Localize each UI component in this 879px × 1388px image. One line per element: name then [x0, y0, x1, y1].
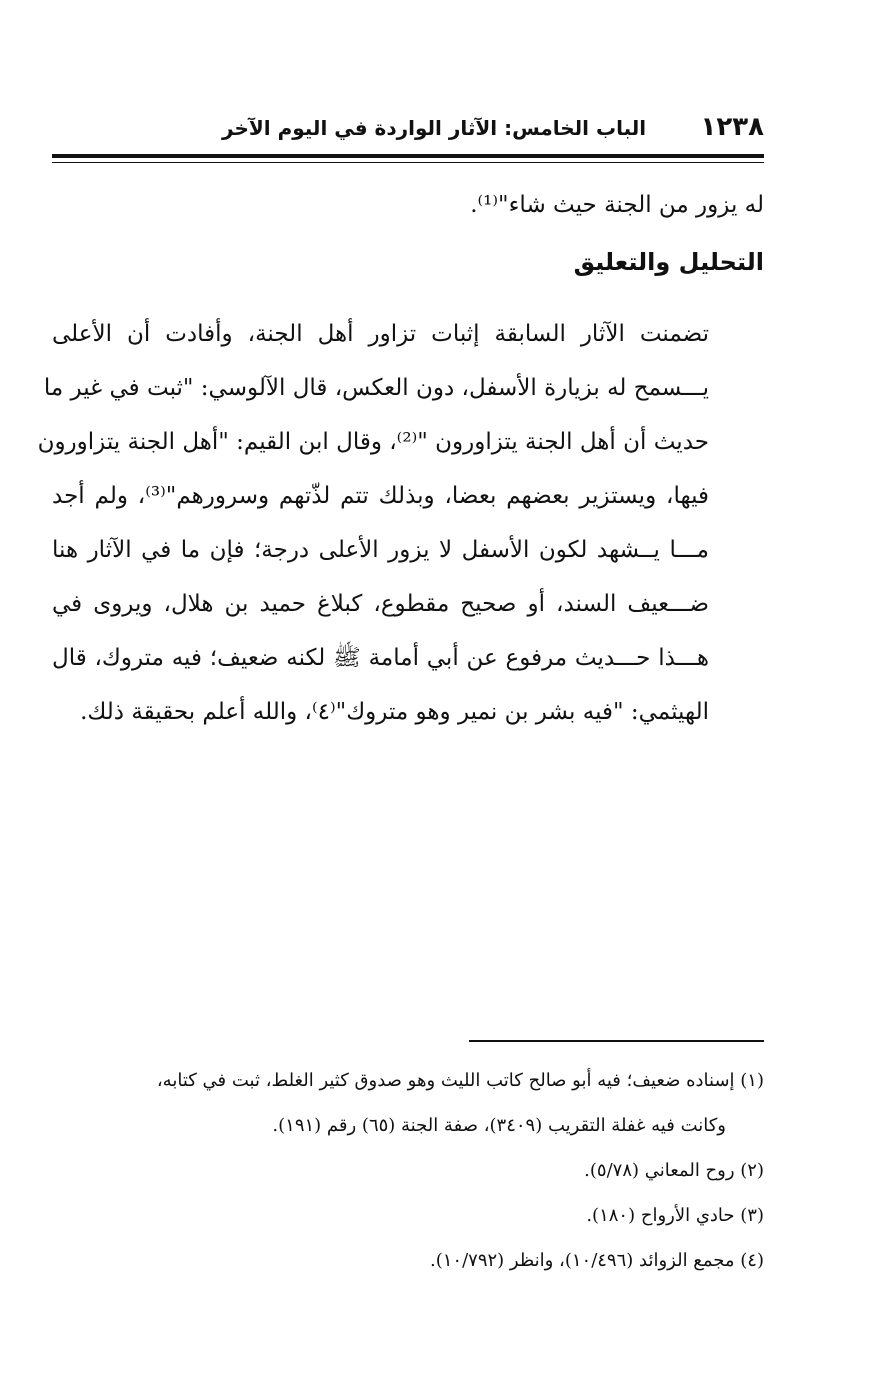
paragraph-line: فيها، ويستزير بعضهم بعضا، وبذلك تتم لذّتهم وسرورهم"⁽³⁾، ولم أجد	[52, 483, 710, 509]
paragraph-line: هـــذا حـــديث مرفوع عن أبي أمامة ﷺ لكنه ضعيف؛ فيه متروك، قال	[52, 645, 709, 671]
footnote-1: (١) إسناده ضعيف؛ فيه أبو صالح كاتب الليث وهو صدوق كثير الغلط، ثبت في كتابه،	[156, 1070, 764, 1091]
header-rule-thick	[52, 154, 764, 158]
paragraph-line: يـــسمح له بزيارة الأسفل، دون العكس، قال الآلوسي: "ثبت في غير ما	[43, 375, 709, 401]
chapter-title: الباب الخامس: الآثار الواردة في اليوم الآخر	[222, 116, 647, 140]
paragraph-line: مـــا يــشهد لكون الأسفل لا يزور الأعلى درجة؛ فإن ما في الآثار هنا	[52, 537, 709, 563]
paragraph-line: حديث أن أهل الجنة يتزاورون "⁽²⁾، وقال ابن القيم: "أهل الجنة يتزاورون	[37, 429, 709, 455]
continued-text: له يزور من الجنة حيث شاء"⁽¹⁾.	[470, 192, 764, 218]
footnotes	[52, 1058, 764, 1283]
section-heading: التحليل والتعليق	[573, 248, 764, 276]
page-number: ١٢٣٨	[700, 112, 764, 142]
paragraph-line: ضـــعيف السند، أو صحيح مقطوع، كبلاغ حميد بن هلال، ويروى في	[52, 591, 709, 617]
footnote-1-continued: وكانت فيه غفلة التقريب (٣٤٠٩)، صفة الجنة (٦٥) رقم (١٩١).	[272, 1115, 726, 1136]
footnote-3: (٣) حادي الأرواح (١٨٠).	[586, 1205, 764, 1226]
paragraph-line: الهيثمي: "فيه بشر بن نمير وهو متروك"⁽٤⁾، والله أعلم بحقيقة ذلك.	[80, 699, 709, 725]
running-header	[52, 108, 764, 148]
footnote-2: (٢) روح المعاني (٥/٧٨).	[584, 1160, 764, 1181]
footnote-4: (٤) مجمع الزوائد (١٠/٤٩٦)، وانظر (١٠/٧٩٢).	[430, 1250, 764, 1271]
main-paragraph	[37, 307, 764, 739]
paragraph-line: تضمنت الآثار السابقة إثبات تزاور أهل الجنة، وأفادت أن الأعلى	[52, 321, 709, 347]
header-rule-thin	[52, 162, 764, 163]
footnote-separator	[469, 1040, 764, 1042]
